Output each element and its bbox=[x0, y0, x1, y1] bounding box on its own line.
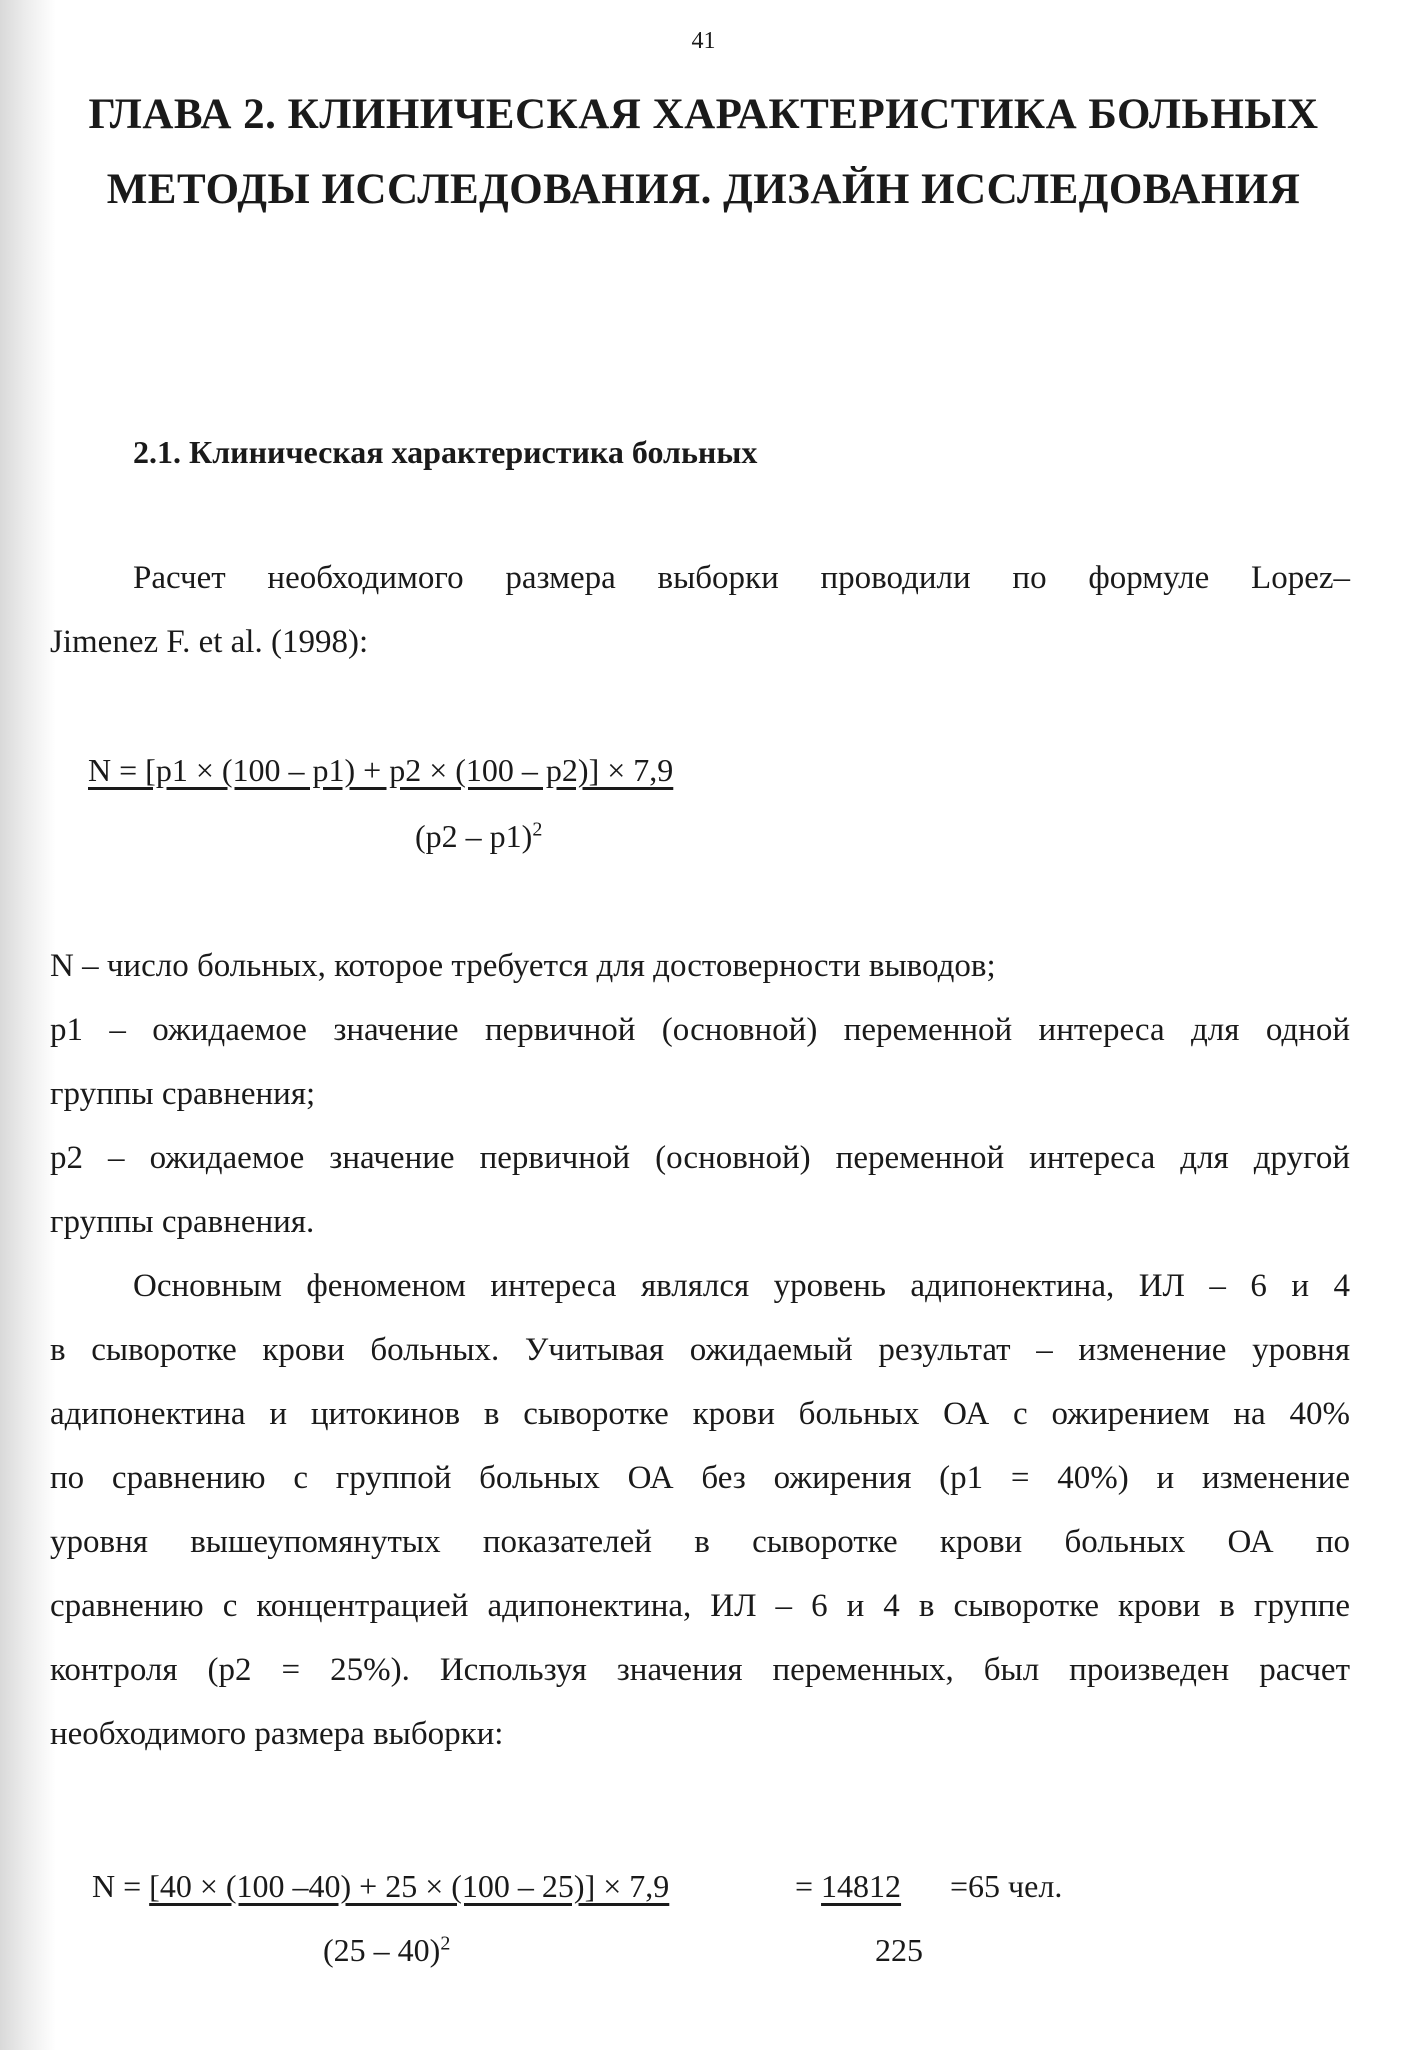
chapter-title-line-1: ГЛАВА 2. КЛИНИЧЕСКАЯ ХАРАКТЕРИСТИКА БОЛЬНЫХ bbox=[88, 91, 1319, 138]
definition-p1-line-2: группы сравнения; bbox=[50, 1076, 316, 1112]
intro-line-2: Jimenez F. et al. (1998): bbox=[50, 624, 369, 660]
main-paragraph-line: контроля (p2 = 25%). Используя значения переменных, был произведен расчет bbox=[50, 1652, 1350, 1688]
definition-p2-line-1: p2 – ожидаемое значение первичной (основной) переменной интереса для другой bbox=[50, 1140, 1350, 1176]
main-paragraph-line: необходимого размера выборки: bbox=[50, 1716, 504, 1752]
main-paragraph-line: сравнению с концентрацией адипонектина, ИЛ – 6 и 4 в сыворотке крови в группе bbox=[50, 1588, 1350, 1624]
formula-1-numerator: N = [p1 × (100 – p1) + p2 × (100 – p2)] × 7,9 bbox=[88, 752, 674, 788]
definitions-list bbox=[50, 934, 1350, 1254]
formula-1-denominator: (p2 – p1)$^2$ bbox=[415, 818, 543, 854]
formula-2-numerator-row: N = [40 × (100 –40) + 25 × (100 – 25)] × 7,9 bbox=[92, 1868, 670, 1904]
definition-p1-line-1: p1 – ожидаемое значение первичной (основной) переменной интереса для одной bbox=[50, 1012, 1350, 1048]
main-paragraph-line: по сравнению с группой больных ОА без ожирения (p1 = 40%) и изменение bbox=[50, 1460, 1350, 1496]
section-title: 2.1. Клиническая характеристика больных bbox=[133, 434, 758, 470]
main-paragraph-line: адипонектина и цитокинов в сыворотке крови больных ОА с ожирением на 40% bbox=[50, 1396, 1350, 1432]
intro-paragraph bbox=[50, 546, 1350, 674]
main-paragraph bbox=[50, 1254, 1350, 1766]
scan-edge-shadow bbox=[0, 0, 56, 2050]
chapter-title-line-2: МЕТОДЫ ИССЛЕДОВАНИЯ. ДИЗАЙН ИССЛЕДОВАНИЯ bbox=[106, 166, 1301, 213]
formula-2-value-row: = 14812 bbox=[795, 1868, 902, 1904]
main-paragraph-line: в сыворотке крови больных. Учитывая ожидаемый результат – изменение уровня bbox=[50, 1332, 1350, 1368]
page-number: 41 bbox=[691, 28, 716, 54]
intro-line-1: Расчет необходимого размера выборки проводили по формуле Lopez– bbox=[133, 560, 1350, 596]
main-paragraph-line: уровня вышеупомянутых показателей в сыворотке крови больных ОА по bbox=[50, 1524, 1350, 1560]
main-paragraph-line: Основным феноменом интереса являлся уровень адипонектина, ИЛ – 6 и 4 bbox=[133, 1268, 1350, 1304]
formula-2-denominator: (25 – 40)$^2$ bbox=[323, 1932, 451, 1968]
formula-2-value-denominator: 225 bbox=[875, 1932, 923, 1968]
definition-n: N – число больных, которое требуется для достоверности выводов; bbox=[50, 948, 996, 984]
definition-p2-line-2: группы сравнения. bbox=[50, 1204, 315, 1240]
formula-2-result: =65 чел. bbox=[950, 1868, 1063, 1904]
